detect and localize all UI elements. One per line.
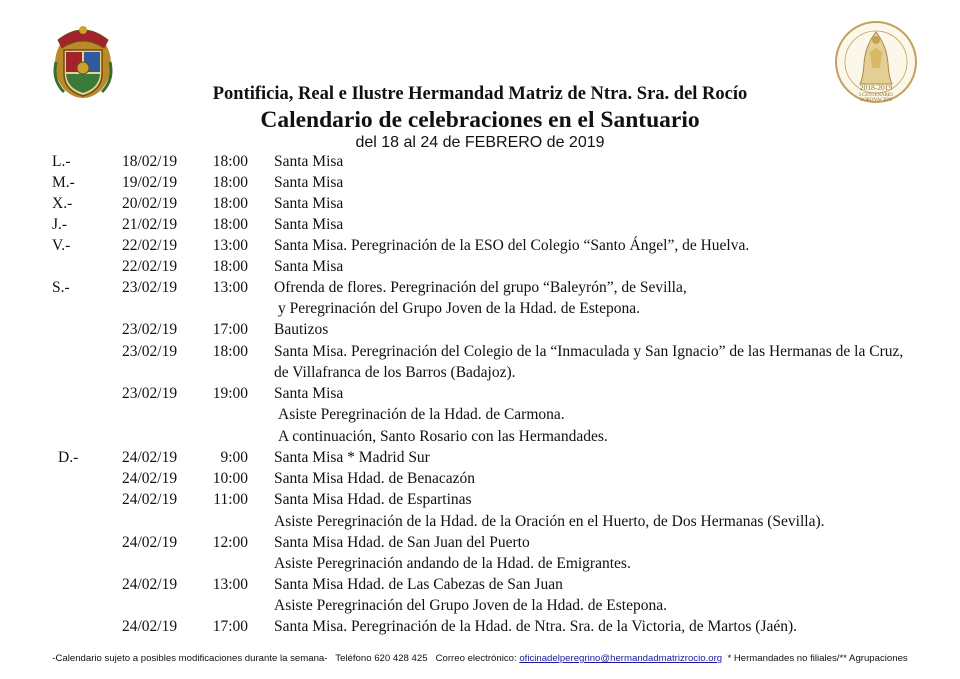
time-cell: 18:00 [212, 258, 248, 275]
time-cell: 11:00 [213, 491, 248, 508]
day-cell: V.- [52, 237, 71, 254]
time-cell: 18:00 [212, 153, 248, 170]
schedule-row [0, 618, 960, 639]
description-cell: Asiste Peregrinación del Grupo Joven de la Hdad. de Estepona. [274, 597, 667, 614]
date-cell: 24/02/19 [122, 618, 178, 635]
description-cell: Bautizos [274, 321, 329, 338]
description-cell: Santa Misa [274, 153, 344, 170]
date-cell: 24/02/19 [122, 534, 178, 551]
time-cell: 18:00 [212, 195, 248, 212]
schedule-row [0, 195, 960, 216]
time-cell: 18:00 [212, 343, 248, 360]
description-cell: A continuación, Santo Rosario con las Hermandades. [278, 428, 608, 445]
description-cell: Santa Misa [274, 258, 344, 275]
time-cell: 9:00 [220, 449, 248, 466]
schedule-row [0, 321, 960, 342]
footer-email-link[interactable]: oficinadelperegrino@hermandadmatrizrocio.org [519, 653, 723, 664]
day-cell: D.- [58, 449, 79, 466]
schedule-row [0, 428, 960, 449]
date-range: del 18 al 24 de FEBRERO de 2019 [355, 134, 605, 151]
time-cell: 13:00 [212, 237, 248, 254]
time-cell: 13:00 [212, 279, 248, 296]
schedule-row [0, 258, 960, 279]
date-cell: 23/02/19 [122, 385, 178, 402]
description-cell: Santa Misa. Peregrinación de la ESO del Colegio “Santo Ángel”, de Huelva. [274, 237, 750, 254]
day-cell: L.- [52, 153, 71, 170]
schedule-row [0, 513, 960, 534]
date-cell: 24/02/19 [122, 491, 178, 508]
description-cell: Santa Misa Hdad. de Benacazón [274, 470, 476, 487]
schedule-row [0, 470, 960, 491]
description-cell: Santa Misa Hdad. de San Juan del Puerto [274, 534, 530, 551]
schedule-row [0, 597, 960, 618]
day-cell: M.- [52, 174, 75, 191]
date-cell: 20/02/19 [122, 195, 178, 212]
time-cell: 13:00 [212, 576, 248, 593]
description-cell: Santa Misa. Peregrinación del Colegio de la “Inmaculada y San Ignacio” de las Hermanas de la Cruz, [274, 343, 904, 360]
description-cell: Santa Misa [274, 195, 344, 212]
date-cell: 23/02/19 [122, 321, 178, 338]
schedule-row [0, 279, 960, 300]
description-cell: de Villafranca de los Barros (Badajoz). [274, 364, 516, 381]
description-cell: Asiste Peregrinación andando de la Hdad. de Emigrantes. [274, 555, 631, 572]
seal-line1-text: I CENTENARIO [859, 93, 893, 98]
date-cell: 22/02/19 [122, 237, 178, 254]
day-cell: J.- [52, 216, 68, 233]
page-title: Calendario de celebraciones en el Santuario [260, 107, 700, 133]
schedule-row [0, 300, 960, 321]
description-cell: Santa Misa * Madrid Sur [274, 449, 430, 466]
organization-name: Pontificia, Real e Ilustre Hermandad Matriz de Ntra. Sra. del Rocío [212, 84, 748, 104]
schedule-row [0, 364, 960, 385]
day-cell: X.- [52, 195, 73, 212]
description-cell: Santa Misa [274, 216, 344, 233]
time-cell: 10:00 [212, 470, 248, 487]
schedule-row [0, 491, 960, 512]
description-cell: Asiste Peregrinación de la Hdad. de la Oración en el Huerto, de Dos Hermanas (Sevilla). [274, 513, 825, 530]
schedule-row [0, 406, 960, 427]
description-cell: y Peregrinación del Grupo Joven de la Hdad. de Estepona. [278, 300, 640, 317]
footer-phone: Teléfono 620 428 425 [335, 653, 428, 664]
schedule-row [0, 449, 960, 470]
schedule-row [0, 153, 960, 174]
date-cell: 23/02/19 [122, 343, 178, 360]
time-cell: 17:00 [212, 618, 248, 635]
schedule-row [0, 174, 960, 195]
seal-years-text: 2018-2019 [859, 83, 893, 92]
footer-email-label: Correo electrónico: [435, 653, 517, 664]
schedule-row [0, 343, 960, 364]
footer-note: * Hermandades no filiales/** Agrupaciones [727, 653, 908, 664]
date-cell: 22/02/19 [122, 258, 178, 275]
seal-line2-text: CORONACIÓN [860, 98, 892, 103]
time-cell: 18:00 [212, 216, 248, 233]
date-cell: 24/02/19 [122, 470, 178, 487]
description-cell: Santa Misa Hdad. de Las Cabezas de San Juan [274, 576, 563, 593]
description-cell: Santa Misa [274, 385, 344, 402]
date-cell: 24/02/19 [122, 449, 178, 466]
schedule-row [0, 237, 960, 258]
time-cell: 17:00 [212, 321, 248, 338]
time-cell: 12:00 [212, 534, 248, 551]
time-cell: 18:00 [212, 174, 248, 191]
schedule-row [0, 534, 960, 555]
footer [0, 653, 960, 664]
description-cell: Ofrenda de flores. Peregrinación del grupo “Baleyrón”, de Sevilla, [274, 279, 687, 296]
schedule-row [0, 576, 960, 597]
description-cell: Asiste Peregrinación de la Hdad. de Carmona. [278, 406, 565, 423]
description-cell: Santa Misa Hdad. de Espartinas [274, 491, 472, 508]
description-cell: Santa Misa. Peregrinación de la Hdad. de Ntra. Sra. de la Victoria, de Martos (Jaén). [274, 618, 798, 635]
date-cell: 19/02/19 [122, 174, 178, 191]
time-cell: 19:00 [212, 385, 248, 402]
schedule-row [0, 385, 960, 406]
footer-notice: -Calendario sujeto a posibles modificaciones durante la semana- [52, 653, 328, 664]
date-cell: 18/02/19 [122, 153, 178, 170]
date-cell: 21/02/19 [122, 216, 178, 233]
date-cell: 23/02/19 [122, 279, 178, 296]
description-cell: Santa Misa [274, 174, 344, 191]
schedule-row [0, 555, 960, 576]
schedule-row [0, 216, 960, 237]
day-cell: S.- [52, 279, 70, 296]
date-cell: 24/02/19 [122, 576, 178, 593]
